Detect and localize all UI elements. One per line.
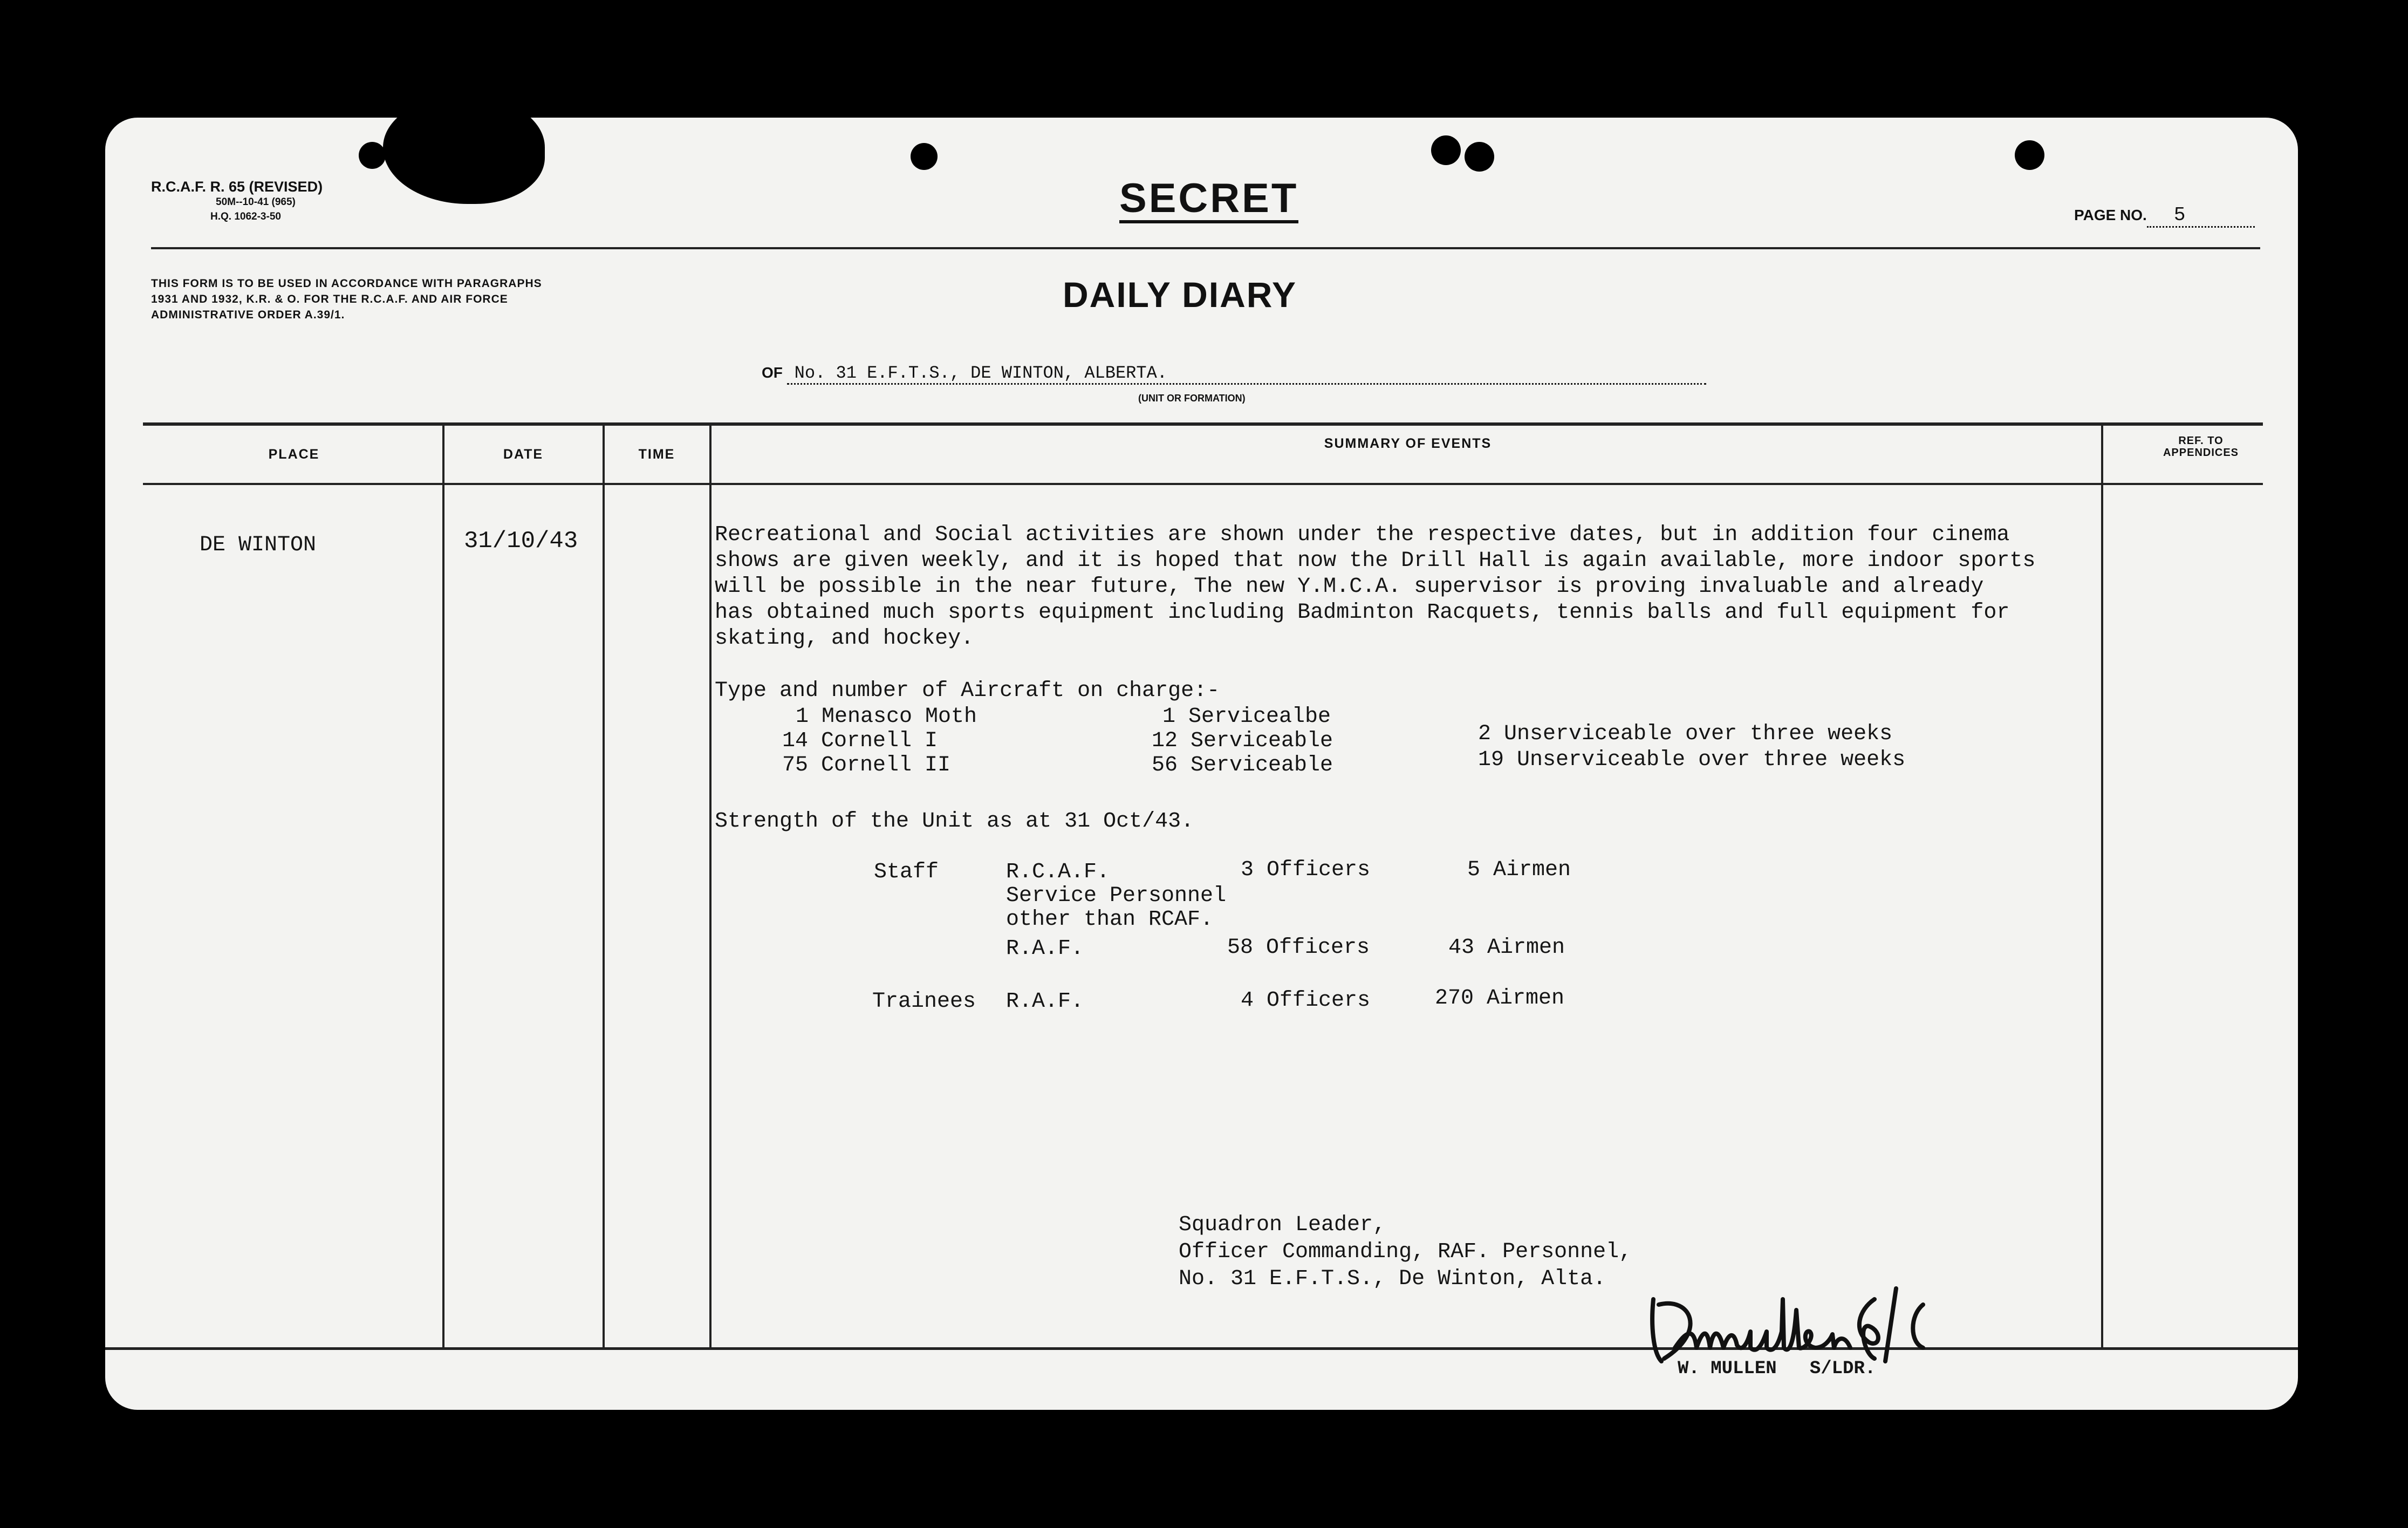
form-code-line: R.C.A.F. R. 65 (REVISED) [151, 179, 323, 195]
aircraft-serviceable: 1 Servicealbe [1162, 705, 1331, 729]
summary-line: Recreational and Social activities are shown under the respective dates, but in addition four cinema [715, 523, 2010, 547]
trainees-airmen: 270 Airmen [1435, 986, 1565, 1011]
punch-hole [359, 142, 386, 169]
rcaf-label: R.C.A.F. [1006, 860, 1110, 884]
service-personnel: Service Personnel [1006, 884, 1227, 908]
staff-label: Staff [874, 860, 939, 884]
column-divider [709, 425, 712, 1348]
signature-title: Officer Commanding, RAF. Personnel, [1179, 1240, 1632, 1264]
rcaf-airmen: 5 Airmen [1467, 858, 1571, 882]
punch-hole [1465, 142, 1494, 172]
summary-line: will be possible in the near future, The new Y.M.C.A. supervisor is proving invaluable and already [715, 575, 1984, 599]
signature-title: Squadron Leader, [1179, 1213, 1386, 1237]
divider [151, 247, 2260, 249]
aircraft-unserviceable: 2 Unserviceable over three weeks [1478, 722, 1893, 746]
raf-airmen: 43 Airmen [1448, 936, 1565, 960]
rcaf-officers: 3 Officers [1241, 858, 1371, 882]
unit-line [762, 363, 1706, 385]
aircraft-serviceable: 12 Serviceable [1152, 729, 1333, 753]
torn-hole [383, 118, 545, 204]
strength-heading: Strength of the Unit as at 31 Oct/43. [715, 809, 1194, 834]
aircraft-type: 14 Cornell I [782, 729, 938, 753]
trainees-label: Trainees [872, 990, 976, 1014]
signatory-name: W. MULLEN S/LDR. [1678, 1359, 1876, 1379]
page-title: DAILY DIARY [1063, 275, 1297, 315]
punch-hole [911, 143, 938, 170]
form-code [151, 179, 323, 224]
entry-place: DE WINTON [200, 533, 317, 557]
summary-paragraph [715, 522, 2225, 652]
unit-value: No. 31 E.F.T.S., DE WINTON, ALBERTA. [787, 363, 1706, 385]
diary-card [105, 118, 2298, 1410]
trainees-raf: R.A.F. [1006, 990, 1084, 1014]
raf-officers: 58 Officers [1227, 936, 1370, 960]
aircraft-serviceable: 56 Serviceable [1152, 753, 1333, 777]
raf-label: R.A.F. [1006, 937, 1084, 961]
page-number [2074, 204, 2255, 228]
column-header-ref [2104, 435, 2298, 459]
table-top-rule [143, 422, 2263, 426]
form-code-line: 50M--10-41 (965) [216, 196, 296, 208]
signature-title: No. 31 E.F.T.S., De Winton, Alta. [1179, 1267, 1606, 1291]
form-instructions: THIS FORM IS TO BE USED IN ACCORDANCE WITH PARAGRAPHS 1931 AND 1932, K.R. & O. FOR THE R.C.A.F. AND AIR FORCE ADMINISTRATIVE ORDER A.39/1. [151, 277, 542, 321]
summary-line: skating, and hockey. [715, 626, 974, 651]
summary-line: shows are given weekly, and it is hoped that now the Drill Hall is again available, more indoor sports [715, 549, 2036, 573]
service-personnel: other than RCAF. [1006, 908, 1214, 932]
table-header-rule [143, 483, 2263, 485]
unit-caption: (UNIT OR FORMATION) [1138, 393, 1246, 404]
page-number-value: 5 [2147, 204, 2255, 228]
aircraft-type: 1 Menasco Moth [796, 705, 977, 729]
aircraft-unserviceable: 19 Unserviceable over three weeks [1478, 748, 1906, 772]
column-divider [603, 425, 605, 1348]
column-header-summary: SUMMARY OF EVENTS [1324, 436, 1492, 451]
ref-line: APPENDICES [2163, 447, 2239, 459]
of-label: OF [762, 364, 783, 381]
aircraft-type: 75 Cornell II [782, 753, 951, 777]
punch-hole [1431, 135, 1461, 165]
entry-date: 31/10/43 [464, 528, 578, 555]
ref-line: REF. TO [2178, 435, 2224, 447]
column-header-time: TIME [638, 447, 675, 462]
secret-heading: SECRET [1119, 177, 1298, 223]
punch-hole [2015, 140, 2044, 170]
form-code-line: H.Q. 1062-3-50 [210, 211, 281, 222]
trainees-officers: 4 Officers [1241, 988, 1371, 1013]
column-header-place: PLACE [268, 447, 320, 462]
column-divider [442, 425, 444, 1348]
aircraft-heading: Type and number of Aircraft on charge:- [715, 679, 1220, 703]
column-header-date: DATE [503, 447, 544, 462]
page-label: PAGE NO. [2074, 207, 2147, 223]
summary-line: has obtained much sports equipment including Badminton Racquets, tennis balls and full equipment for [715, 601, 2010, 625]
